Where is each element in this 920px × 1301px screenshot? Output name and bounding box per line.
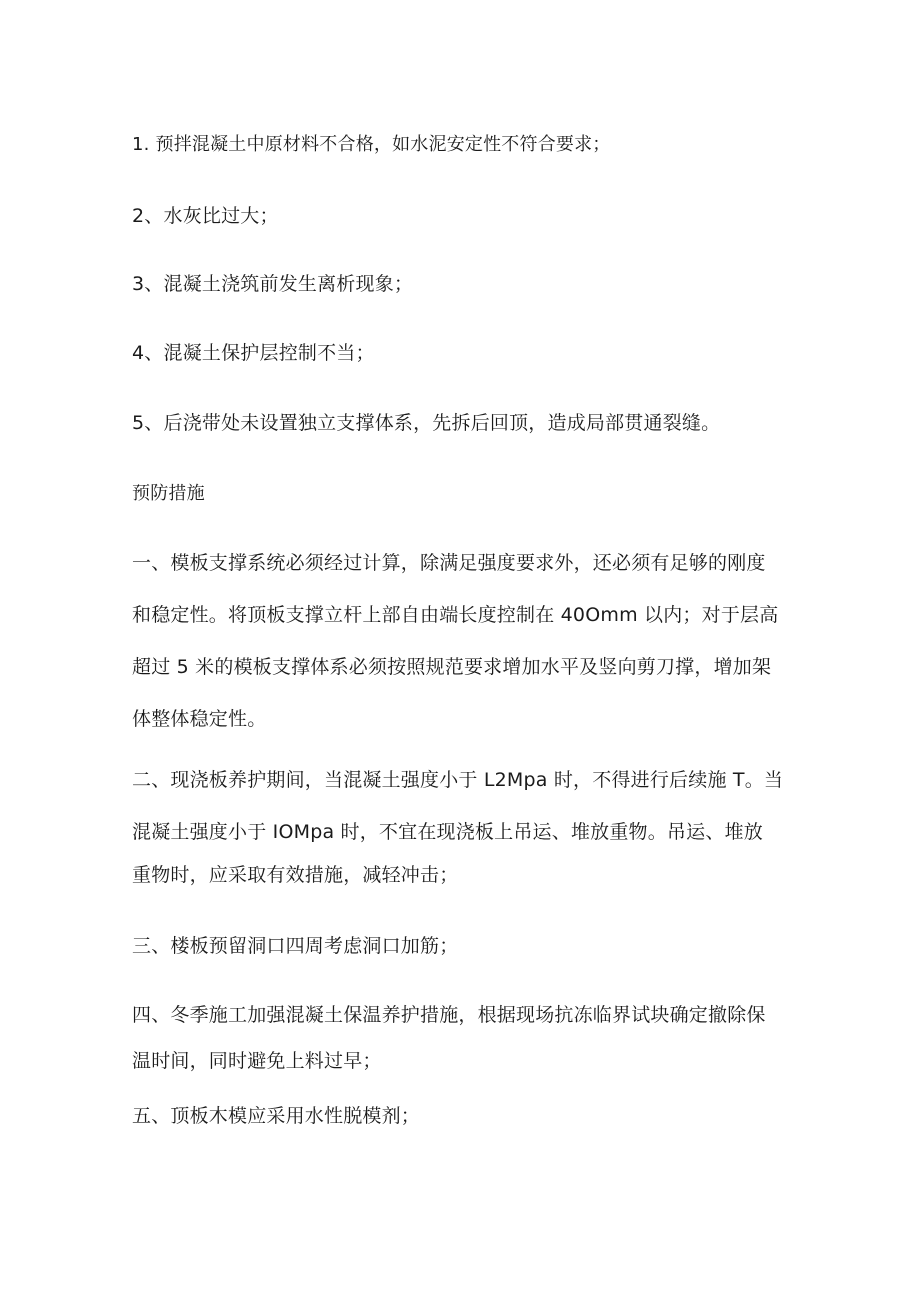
measure-2-line: 混凝土强度小于 IOMpa 时，不宜在现浇板上吊运、堆放重物。吊运、堆放	[132, 821, 763, 843]
measure-4-line: 四、冬季施工加强混凝土保温养护措施，根据现场抗冻临界试块确定撤除保	[132, 1004, 766, 1026]
measure-2-line: 重物时，应采取有效措施，减轻冲击；	[132, 864, 459, 886]
measure-1-line: 和稳定性。将顶板支撑立杆上部自由端长度控制在 40Omm 以内；对于层高	[132, 604, 779, 626]
section-heading: 预防措施	[132, 483, 205, 504]
measure-1-line: 超过 5 米的模板支撑体系必须按照规范要求增加水平及竖向剪刀撑，增加架	[132, 656, 772, 678]
measure-4-line: 温时间，同时避免上料过早；	[132, 1050, 382, 1072]
measure-1-line: 体整体稳定性。	[132, 708, 267, 730]
cause-item-5: 5、后浇带处未设置独立支撑体系，先拆后回顶，造成局部贯通裂缝。	[132, 412, 721, 434]
cause-item-3: 3、混凝土浇筑前发生离析现象；	[132, 273, 414, 295]
measure-1-line: 一、模板支撑系统必须经过计算，除满足强度要求外，还必须有足够的刚度	[132, 552, 766, 574]
measure-5: 五、顶板木模应采用水性脱模剂；	[132, 1105, 421, 1127]
cause-item-1: 1. 预拌混凝土中原材料不合格，如水泥安定性不符合要求；	[132, 134, 611, 155]
cause-item-4: 4、混凝土保护层控制不当；	[132, 342, 375, 364]
measure-3: 三、楼板预留洞口四周考虑洞口加筋；	[132, 935, 459, 957]
cause-item-2: 2、水灰比过大；	[132, 205, 279, 227]
measure-2-line: 二、现浇板养护期间，当混凝土强度小于 L2Mpa 时，不得进行后续施 T。当	[132, 769, 784, 791]
